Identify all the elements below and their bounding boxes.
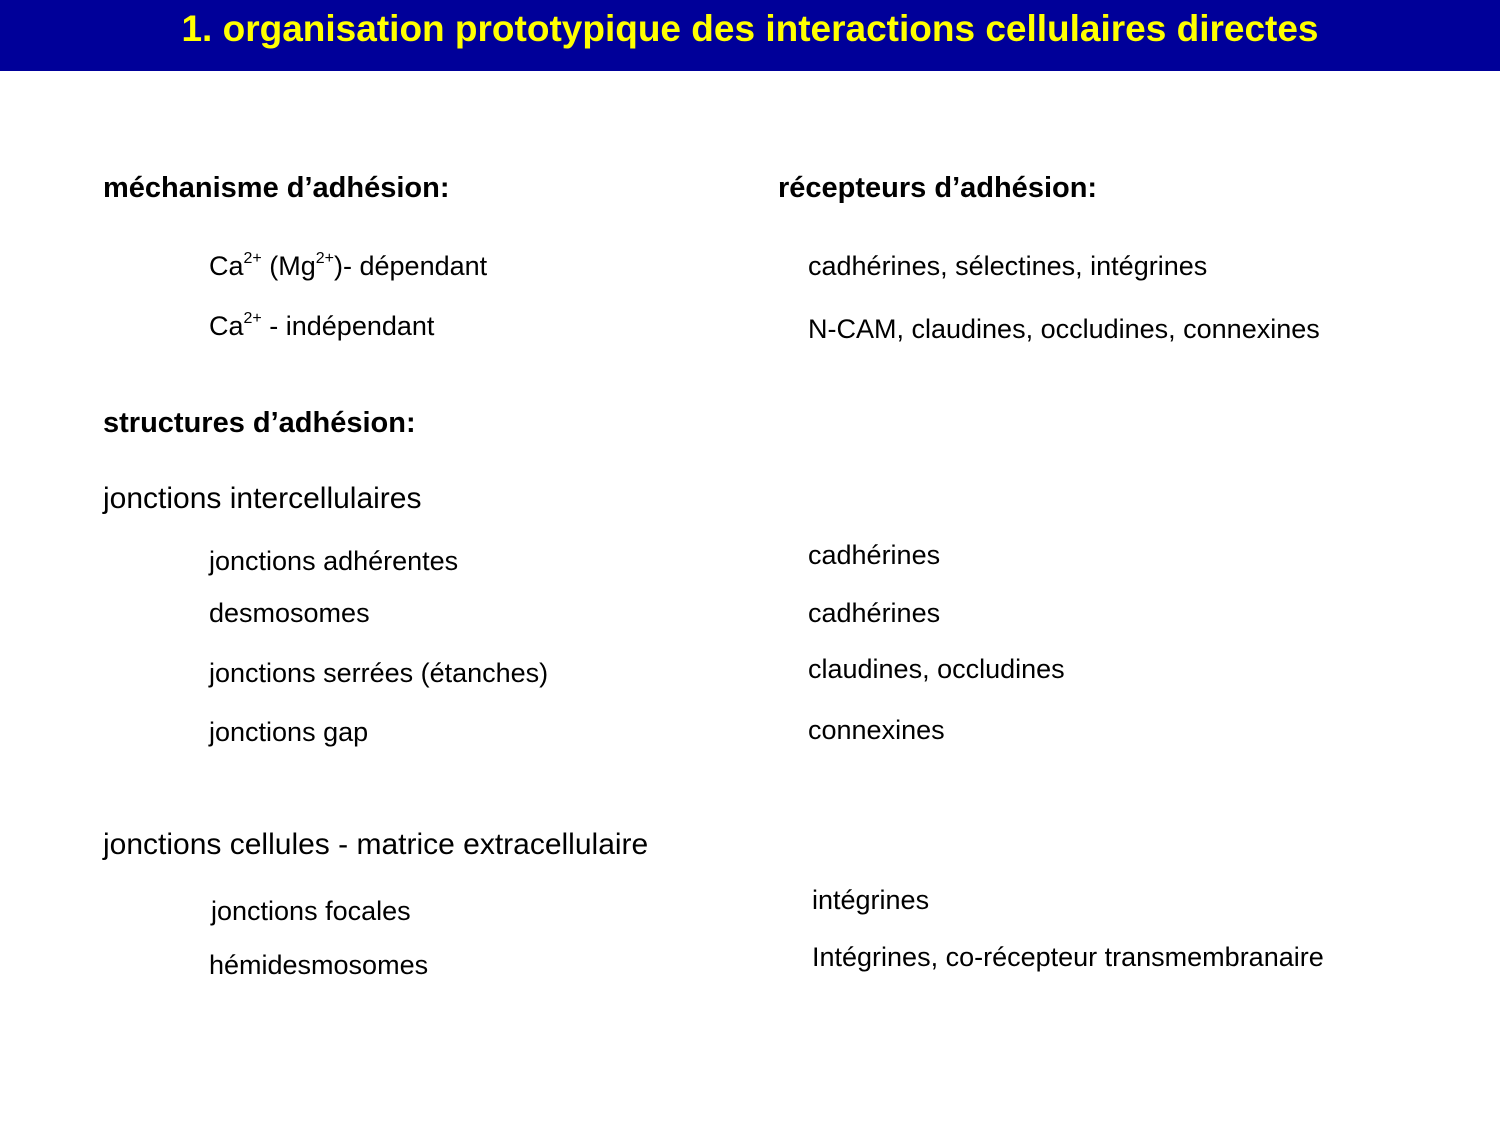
junction-receptor: connexines [808, 715, 945, 745]
junction-name: jonctions focales [211, 896, 411, 926]
intercellular-title: jonctions intercellulaires [103, 482, 422, 515]
ca-independent-text: $Ca^{2+}$ - indépendant [209, 310, 435, 341]
slide-title: 1. organisation prototypique des interactions cellulaires directes [181, 8, 1319, 49]
ca-dependent-text: $Ca^{2+}$ $(Mg^{2+})-$ dépendant [209, 250, 488, 281]
junction-receptor: cadhérines [808, 540, 941, 570]
structures-heading: structures d’adhésion: [103, 407, 416, 439]
junction-receptor: claudines, occludines [808, 654, 1065, 684]
mechanism-heading: méchanisme d’adhésion: [103, 172, 450, 204]
junction-receptor: cadhérines [808, 598, 941, 628]
junction-name: hémidesmosomes [209, 950, 429, 980]
junction-receptor: intégrines [812, 885, 930, 915]
title-bar [0, 0, 1500, 71]
receptors-line-2: N-CAM, claudines, occludines, connexines [808, 314, 1320, 344]
junction-name: jonctions serrées (étanches) [209, 658, 549, 688]
junction-name: jonctions adhérentes [209, 546, 459, 576]
matrix-title: jonctions cellules - matrice extracellulaire [103, 828, 649, 861]
junction-receptor: Intégrines, co-récepteur transmembranaire [812, 942, 1324, 972]
receptors-heading: récepteurs d’adhésion: [778, 172, 1098, 204]
junction-name: desmosomes [209, 598, 370, 628]
receptors-line-1: cadhérines, sélectines, intégrines [808, 251, 1208, 281]
junction-name: jonctions gap [209, 717, 369, 747]
